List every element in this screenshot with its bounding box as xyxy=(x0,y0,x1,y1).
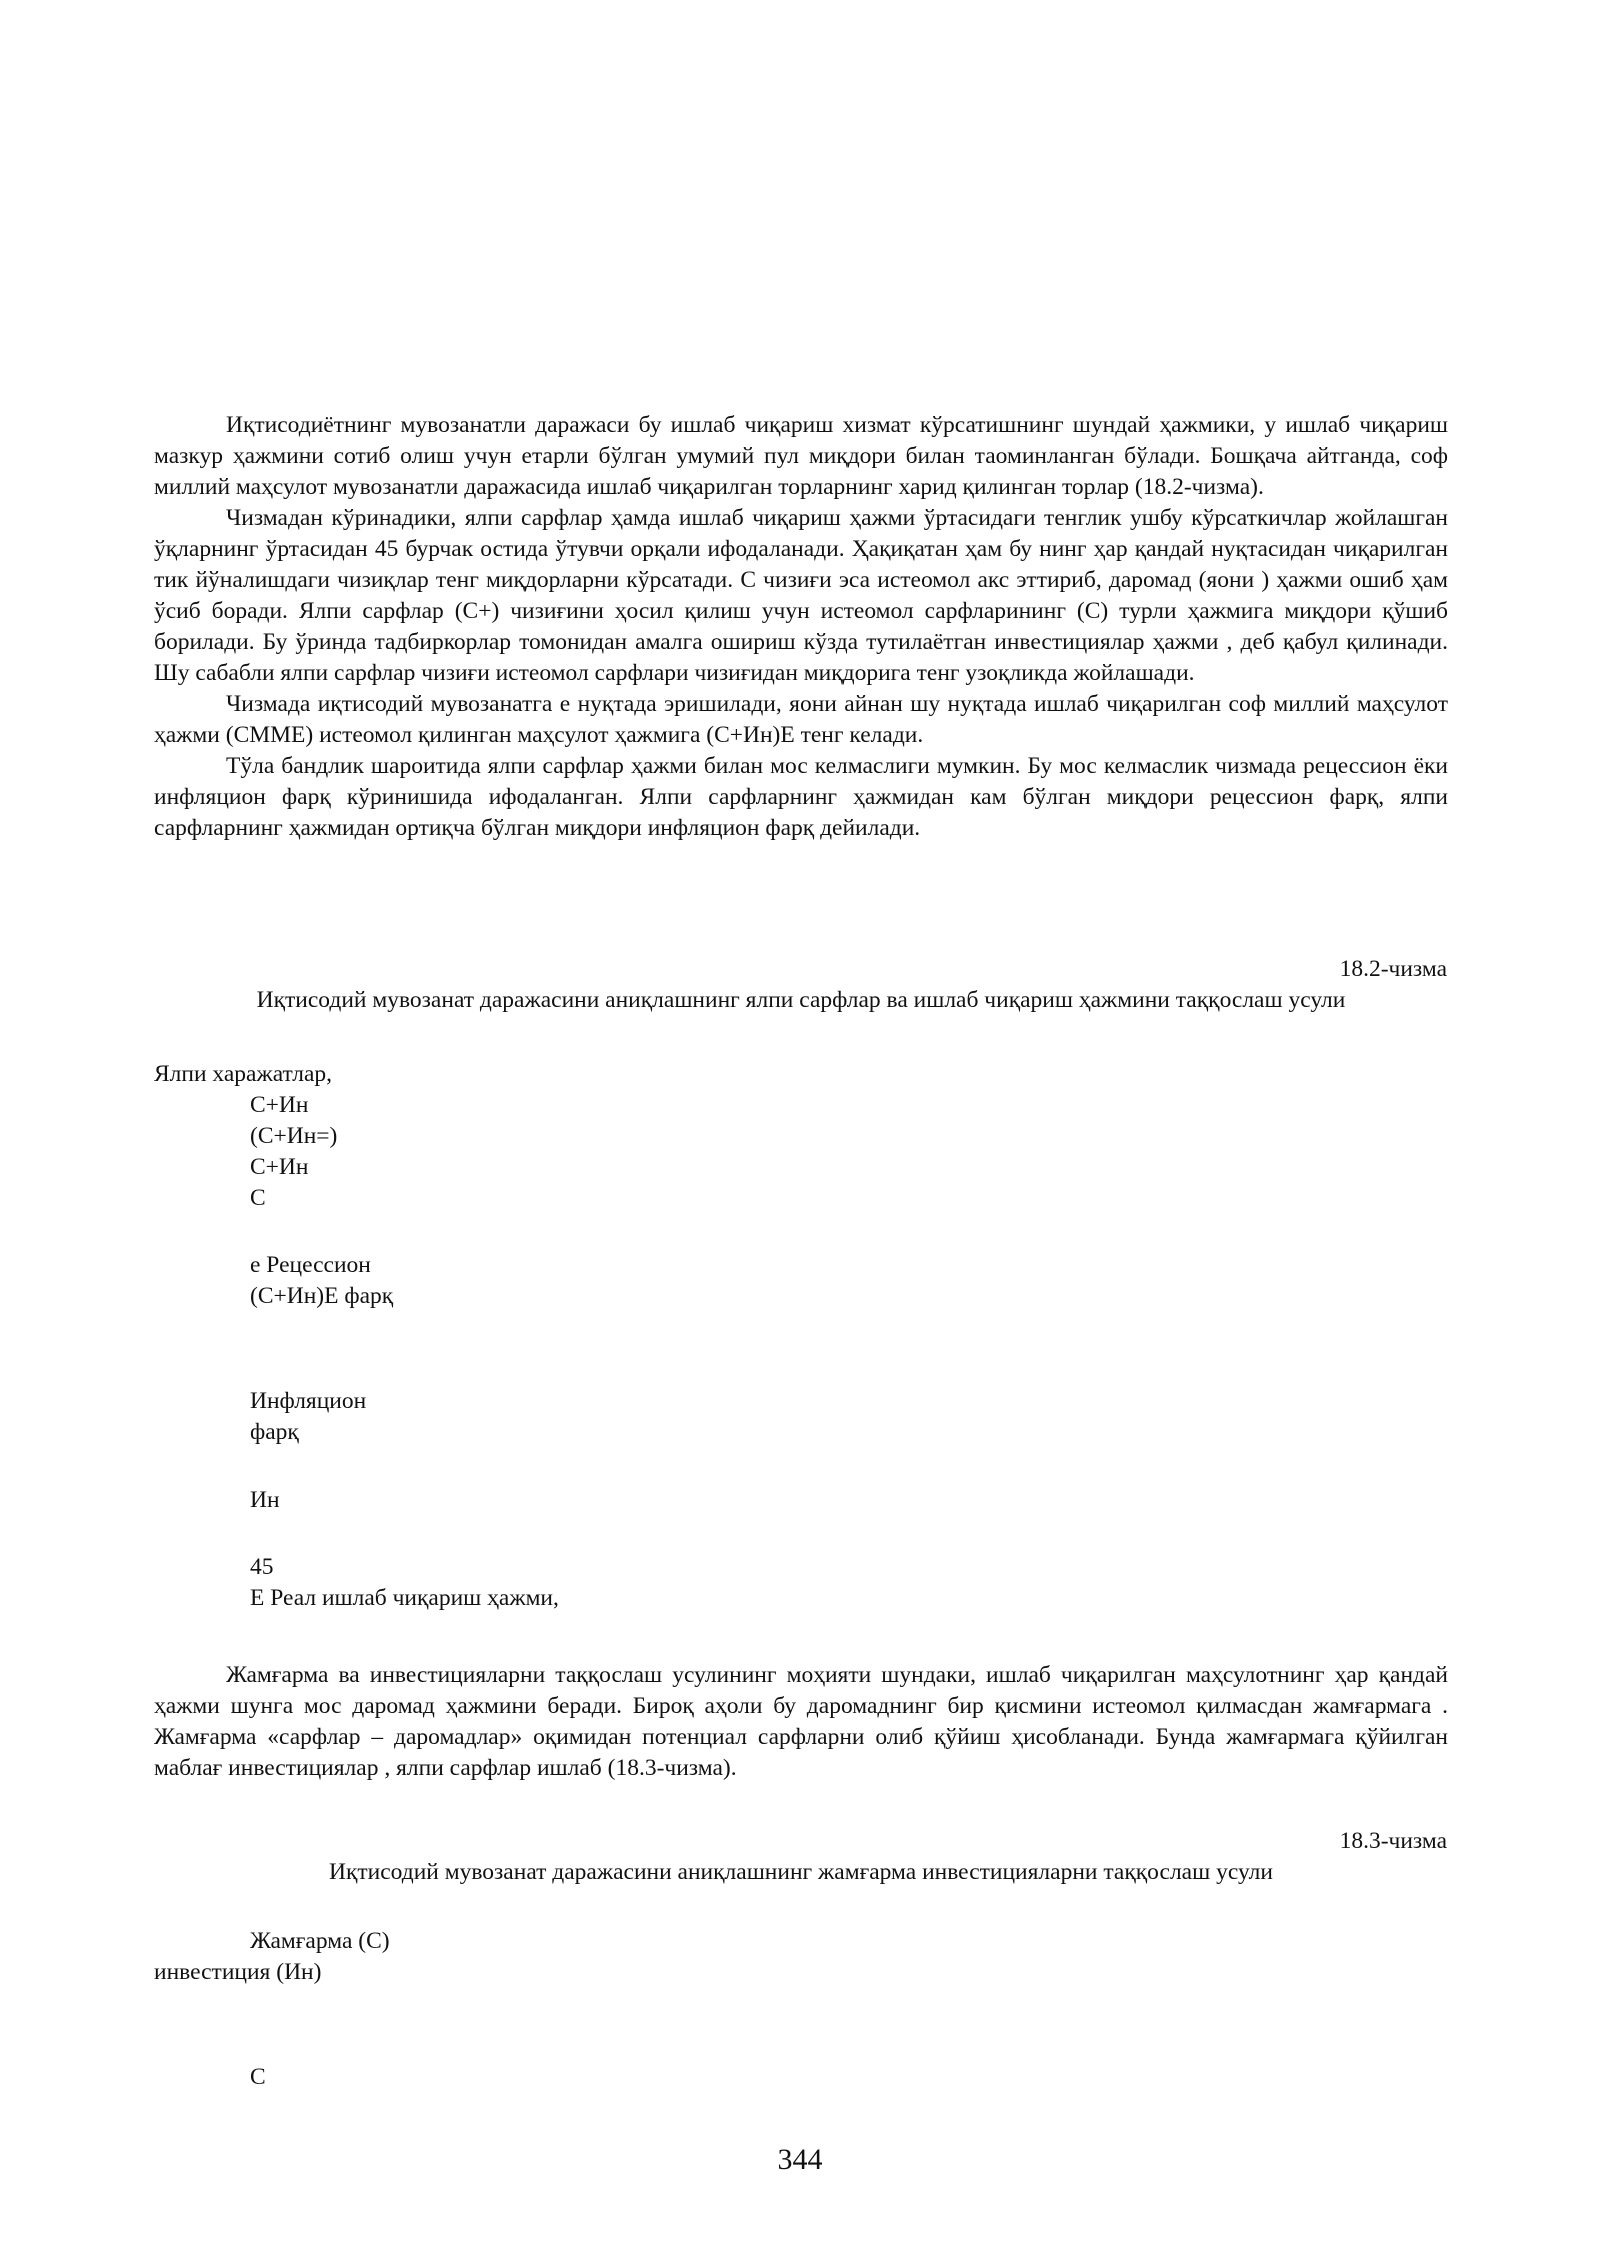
middle-text xyxy=(154,1660,1448,1784)
figure-label: С+Ин xyxy=(250,1154,309,1180)
figure-label: С xyxy=(250,1185,266,1211)
figure-label: С+Ин xyxy=(250,1092,309,1118)
figure-label: 45 xyxy=(250,1554,274,1580)
paragraph: Жамғарма ва инвестицияларни таққослаш усулининг моҳияти шундаки, ишлаб чиқарилган маҳсулотнинг ҳар қандай ҳажми шунга мос даромад ҳажмини беради. Бироқ аҳоли бу даромаднинг бир қисмини истеомол қилмасдан жамғармага . Жамғарма «сарфлар – даромадлар» оқимидан потенциал сарфларни олиб қўйиш ҳисобланади. Бунда жамғармага қўйилган маблағ инвестициялар , ялпи сарфлар ишлаб (18.3-чизма). xyxy=(154,1662,1448,1781)
figure-label: (С+Ин)Е фарқ xyxy=(250,1283,394,1309)
figure-number: 18.2-чизма xyxy=(1339,956,1447,982)
figure-label: Инфляцион xyxy=(250,1388,367,1414)
figure-label: инвестиция (Ин) xyxy=(154,1959,322,1985)
figure-label: (С+Ин=) xyxy=(250,1123,338,1149)
figure-label: Ин xyxy=(250,1487,280,1513)
paragraph: Чизмадан кўринадики, ялпи сарфлар ҳамда ишлаб чиқариш ҳажми ўртасидаги тенглик ушбу кўрсаткичлар жойлашган ўқларнинг ўртасидан 45 бурчак остида ўтувчи орқали ифодаланади. Ҳақиқатан ҳам бу нинг ҳар қандай нуқтасидан чиқарилган тик йўналишдаги чизиқлар тенг миқдорларни кўрсатади. С чизиғи эса истеомол акс эттириб, даромад (яони ) ҳажми ошиб ҳам ўсиб боради. Ялпи сарфлар (С+) чизиғини ҳосил қилиш учун истеомол сарфларининг (С) турли ҳажмига миқдори қўшиб борилади. Бу ўринда тадбиркорлар томонидан амалга ошириш кўзда тутилаётган инвестициялар ҳажми , деб қабул қилинади. Шу сабабли ялпи сарфлар чизиғи истеомол сарфлари чизиғидан миқдорига тенг узоқликда жойлашади. xyxy=(154,505,1448,686)
paragraph: Чизмада иқтисодий мувозанатга е нуқтада эришилади, яони айнан шу нуқтада ишлаб чиқарилган соф миллий маҳсулот ҳажми (СММЕ) истеомол қилинган маҳсулот ҳажмига (С+Ин)Е тенг келади. xyxy=(154,691,1448,748)
figure-label: фарқ xyxy=(250,1419,299,1445)
figure-title: Иқтисодий мувозанат даражасини аниқлашнинг жамғарма инвестицияларни таққослаш усули xyxy=(329,1859,1273,1885)
paragraph: Иқтисодиётнинг мувозанатли даражаси бу ишлаб чиқариш хизмат кўрсатишнинг шундай ҳажмики, у ишлаб чиқариш мазкур ҳажмини сотиб олиш учун етарли бўлган умумий пул миқдори билан таоминланган бўлади. Бошқача айтганда, соф миллий маҳсулот мувозанатли даражасида ишлаб чиқарилган торларнинг харид қилинган торлар (18.2-чизма). xyxy=(154,412,1448,500)
figure-label: С xyxy=(250,2064,266,2090)
axis-label-y: Ялпи харажатлар, xyxy=(154,1061,333,1087)
page-number: 344 xyxy=(777,2143,823,2176)
paragraph: Тўла бандлик шароитида ялпи сарфлар ҳажми билан мос келмаслиги мумкин. Бу мос келмаслик чизмада рецессион ёки инфляцион фарқ кўринишида ифодаланган. Ялпи сарфларнинг ҳажмидан кам бўлган миқдори рецессион фарқ, ялпи сарфларнинг ҳажмидан ортиқча бўлган миқдори инфляцион фарқ дейилади. xyxy=(154,753,1448,841)
figure-number: 18.3-чизма xyxy=(1339,1828,1447,1854)
figure-label: е Рецессион xyxy=(250,1252,371,1278)
axis-label-x: Е Реал ишлаб чиқариш ҳажми, xyxy=(250,1585,559,1611)
intro-text xyxy=(154,410,1448,844)
figure-title: Иқтисодий мувозанат даражасини аниқлашнинг ялпи сарфлар ва ишлаб чиқариш ҳажмини таққослаш усули xyxy=(256,987,1346,1013)
figure-label: Жамғарма (С) xyxy=(250,1928,390,1954)
